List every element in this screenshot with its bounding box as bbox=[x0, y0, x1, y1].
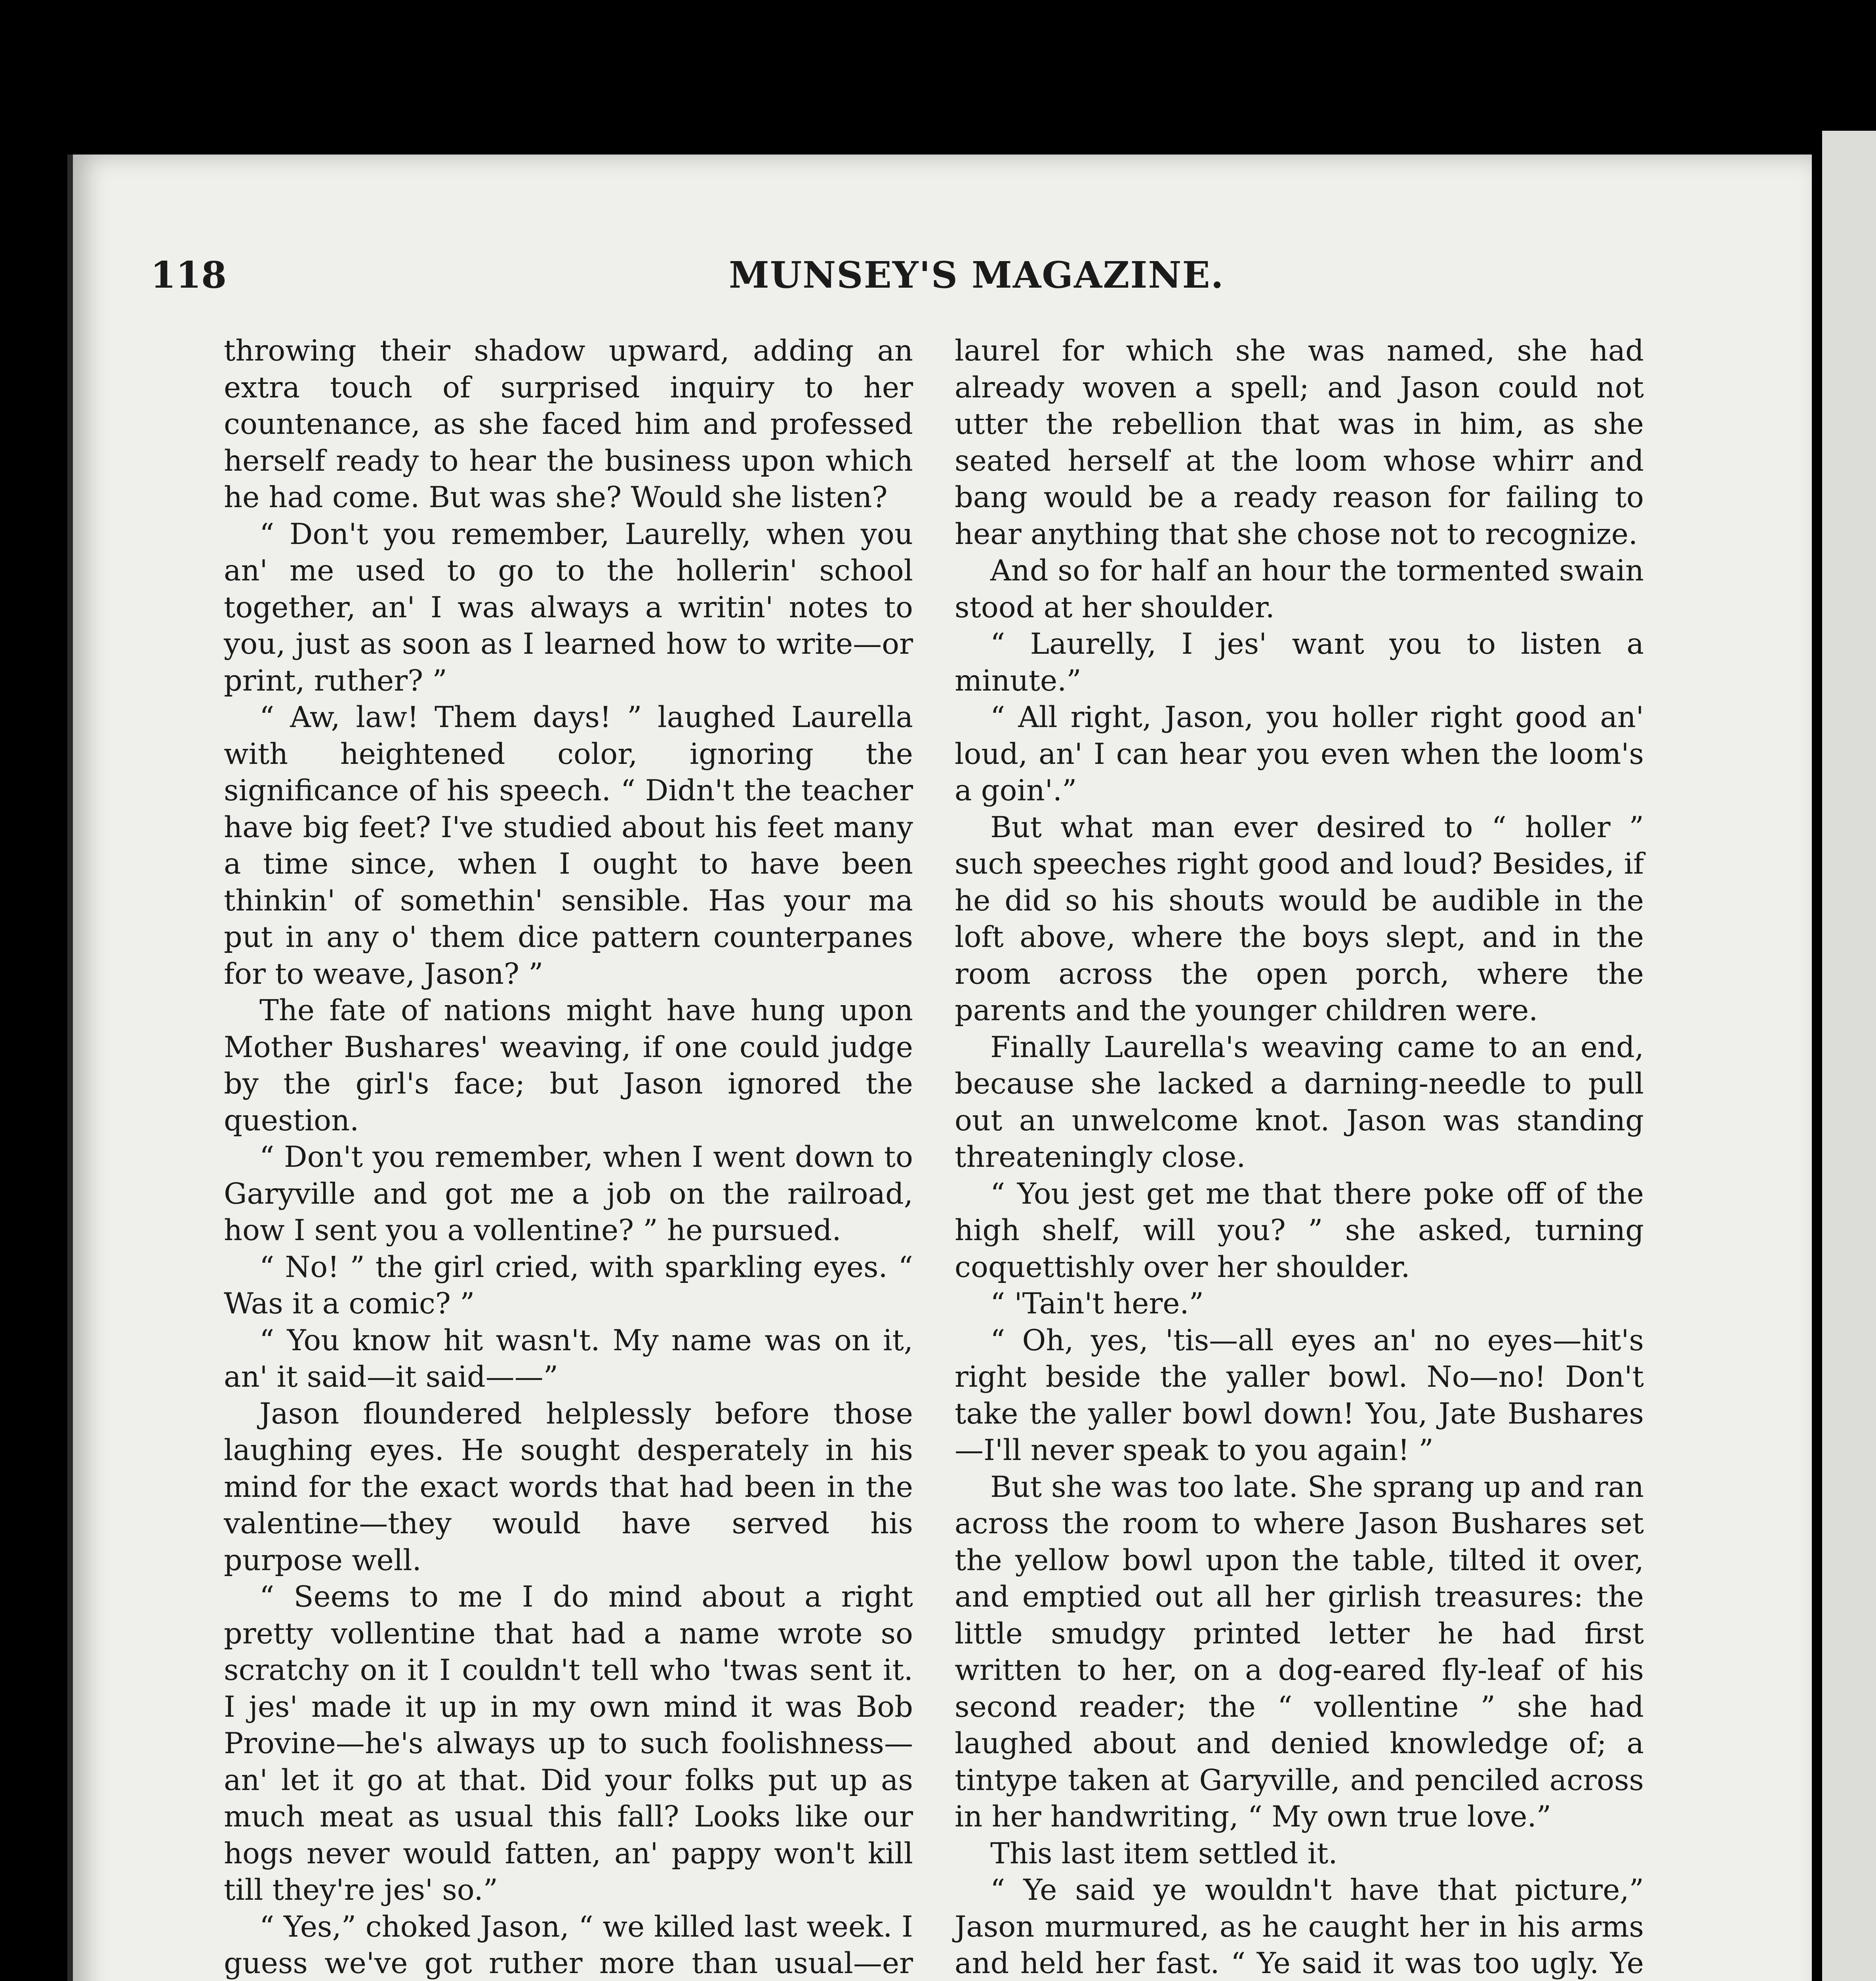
paragraph: And so for half an hour the tormented swain stood at her shoulder. bbox=[955, 554, 1644, 624]
paragraph: laurel for which she was named, she had already woven a spell; and Jason could not utter the rebellion that was in him, as she seated herself at the loom whose whirr and bang would be a ready reason for failing to hear anything that she chose not to recognize. bbox=[955, 334, 1644, 551]
paragraph: “ You jest get me that there poke off of the high shelf, will you? ” she asked, turning coquettishly over her shoulder. bbox=[955, 1177, 1644, 1284]
facing-page-edge bbox=[1822, 131, 1876, 1981]
running-head: MUNSEY'S MAGAZINE. bbox=[729, 254, 1224, 296]
page-number: 118 bbox=[151, 254, 227, 296]
right-column bbox=[955, 333, 1644, 1981]
paragraph: “ Aw, law! Them days! ” laughed Laurella with heightened color, ignoring the significance of his speech. “ Didn't the teacher have big feet? I've studied about his feet many a time since, when I ought to have been thinkin' of somethin' sensible. Has your ma put in any o' them dice pattern counterpanes for to weave, Jason? ” bbox=[224, 700, 913, 991]
paragraph: throwing their shadow upward, adding an extra touch of surprised inquiry to her countenance, as she faced him and professed herself ready to hear the business upon which he had come. But was she? Would she listen? bbox=[224, 334, 913, 514]
paragraph: Finally Laurella's weaving came to an end, because she lacked a darning-needle to pull out an unwelcome knot. Jason was standing threateningly close. bbox=[955, 1030, 1644, 1174]
paragraph: “ No! ” the girl cried, with sparkling eyes. “ Was it a comic? ” bbox=[224, 1250, 913, 1321]
paragraph: But what man ever desired to “ holler ” such speeches right good and loud? Besides, if he did so his shouts would be audible in the loft above, where the boys slept, and in the room across the open porch, where the parents and the younger children were. bbox=[955, 810, 1644, 1027]
paragraph: “ All right, Jason, you holler right good an' loud, an' I can hear you even when the loom's a goin'.” bbox=[955, 700, 1644, 807]
left-column bbox=[224, 333, 913, 1981]
paragraph: “ You know hit wasn't. My name was on it, an' it said—it said——” bbox=[224, 1323, 913, 1394]
paragraph: “ Ye said ye wouldn't have that picture,” Jason murmured, as he caught her in his arms and held her fast. “ Ye said it was too ugly. Ye bbox=[955, 1873, 1644, 1980]
paragraph: But she was too late. She sprang up and ran across the room to where Jason Bushares set the yellow bowl upon the table, tilted it over, and emptied out all her girlish treasures: the little smudgy printed letter he had first written to her, on a dog-eared fly-leaf of his second reader; the “ vollentine ” she had laughed about and denied knowledge of; a tintype taken at Garyville, and penciled across in her handwriting, “ My own true love.” bbox=[955, 1470, 1644, 1834]
paragraph: Jason floundered helplessly before those laughing eyes. He sought desperately in his mind for the exact words that had been in the valentine—they would have served his purpose well. bbox=[224, 1397, 913, 1577]
paragraph: “ Don't you remember, Laurelly, when you an' me used to go to the hollerin' school together, an' I was always a writin' notes to you, just as soon as I learned how to write—or print, ruther? ” bbox=[224, 517, 913, 698]
paragraph: “ Don't you remember, when I went down to Garyville and got me a job on the railroad, how I sent you a vollentine? ” he pursued. bbox=[224, 1140, 913, 1247]
paragraph: This last item settled it. bbox=[990, 1836, 1338, 1870]
paragraph: “ Yes,” choked Jason, “ we killed last week. I guess we've got ruther more than usual—er bbox=[224, 1910, 913, 1980]
paragraph: The fate of nations might have hung upon Mother Bushares' weaving, if one could judge by the girl's face; but Jason ignored the question. bbox=[224, 994, 913, 1137]
paragraph: “ Laurelly, I jes' want you to listen a minute.” bbox=[955, 627, 1644, 698]
paragraph: “ Oh, yes, 'tis—all eyes an' no eyes—hit's right beside the yaller bowl. No—no! Don't take the yaller bowl down! You, Jate Bushares—I'll never speak to you again! ” bbox=[955, 1323, 1644, 1467]
paragraph: “ Seems to me I do mind about a right pretty vollentine that had a name wrote so scratchy on it I couldn't tell who 'twas sent it. I jes' made it up in my own mind it was Bob Provine—he's always up to such foolishness—an' let it go at that. Did your folks put up as much meat as usual this fall? Looks like our hogs never would fatten, an' pappy won't kill till they're jes' so.” bbox=[224, 1580, 913, 1907]
paragraph: “ 'Tain't here.” bbox=[990, 1287, 1204, 1321]
